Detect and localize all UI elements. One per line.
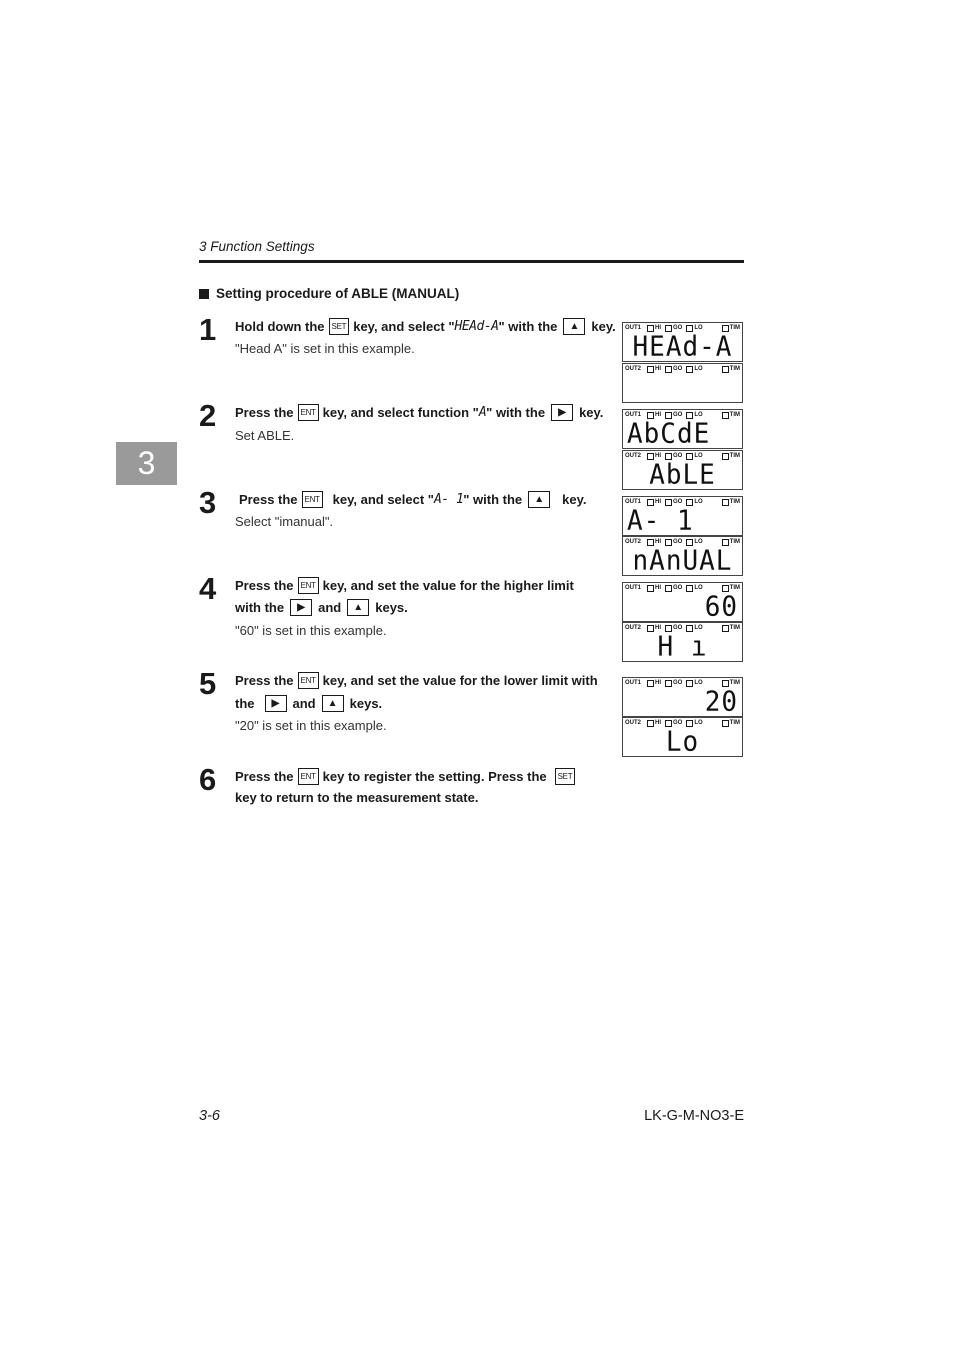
page-number: 3-6 (199, 1108, 220, 1124)
ent-key: ENT (298, 404, 319, 421)
step-text: key to return to the measurement state. (235, 790, 479, 805)
step-2-line-1 (235, 404, 603, 421)
lcd-out-label: OUT2 (625, 539, 642, 545)
indicator-icon (722, 625, 729, 632)
lcd-panel: OUT1 HI GO LO TIM AbCdE (622, 409, 743, 449)
lcd-value: nAnUAL (632, 544, 733, 577)
lcd-out-label: OUT2 (625, 720, 642, 726)
lcd-panel: OUT2 HI GO LO TIM H ı (622, 622, 743, 662)
right-arrow-key-icon: ▶ (265, 695, 287, 712)
step-text: key to register the setting. Press the (322, 769, 547, 784)
step-number: 2 (199, 398, 217, 433)
lcd-out-label: OUT2 (625, 625, 642, 631)
set-key: SET (329, 318, 350, 335)
indicator-icon (686, 585, 693, 592)
square-bullet-icon (199, 289, 209, 299)
step-text: Press the (239, 492, 298, 507)
lcd-panel: OUT1 HI GO LO TIM 20 (622, 677, 743, 717)
lcd-out-label: OUT2 (625, 366, 642, 372)
lcd-value: Lo (665, 725, 700, 758)
lcd-panel: OUT2 HI GO LO TIM (622, 363, 743, 403)
indicator-icon (647, 585, 654, 592)
ent-key: ENT (302, 491, 323, 508)
step-3-note: Select "imanual". (235, 514, 334, 529)
procedure-title (199, 286, 459, 301)
indicator-icon (647, 680, 654, 687)
step-text: key, and select function " (322, 405, 479, 420)
procedure-title-text: Setting procedure of ABLE (MANUAL) (216, 286, 460, 301)
segment-text: HEAd-A (454, 319, 499, 334)
lcd-panel: OUT2 HI GO LO TIM nAnUAL (622, 536, 743, 576)
step-text: Press the (235, 769, 294, 784)
step-number: 4 (199, 571, 217, 606)
step-number: 5 (199, 666, 217, 701)
ent-key: ENT (298, 768, 319, 785)
indicator-icon (686, 680, 693, 687)
step-text: " with the (463, 492, 523, 507)
step-text: key. (562, 492, 587, 507)
lcd-panel: OUT1 HI GO LO TIM 60 (622, 582, 743, 622)
step-6-line-1 (235, 768, 579, 785)
up-arrow-key-icon: ▲ (347, 599, 369, 616)
step-text: Press the (235, 578, 294, 593)
right-arrow-key-icon: ▶ (551, 404, 573, 421)
step-4-line-1 (235, 577, 574, 594)
step-text: Hold down the (235, 319, 325, 334)
step-text: " with the (498, 319, 558, 334)
lcd-value (627, 373, 738, 401)
ent-key: ENT (298, 672, 319, 689)
lcd-panel: OUT2 HI GO LO TIM AbLE (622, 450, 743, 490)
up-arrow-key-icon: ▲ (322, 695, 344, 712)
step-6-line-2 (235, 790, 478, 805)
lcd-out-label: OUT1 (625, 412, 642, 418)
step-text: key, and set the value for the lower limit with (322, 673, 598, 688)
indicator-icon (686, 366, 693, 373)
lcd-panel: OUT2 HI GO LO TIM Lo (622, 717, 743, 757)
lcd-panel: OUT1 HI GO LO TIM HEAd-A (622, 322, 743, 362)
step-number: 3 (199, 485, 217, 520)
indicator-icon (647, 625, 654, 632)
step-text: and (292, 696, 316, 711)
indicator-icon (722, 499, 729, 506)
step-text: key. (591, 319, 616, 334)
header-rule (199, 260, 744, 263)
indicator-icon (647, 366, 654, 373)
lcd-out-label: OUT1 (625, 585, 642, 591)
step-text: keys. (375, 600, 408, 615)
section-header: 3 Function Settings (199, 239, 315, 254)
lcd-value: H ı (657, 630, 708, 663)
step-text: the (235, 696, 255, 711)
lcd-value: AbCdE (627, 417, 711, 450)
document-id: LK-G-M-NO3-E (644, 1108, 744, 1124)
lcd-out-label: OUT2 (625, 453, 642, 459)
lcd-value: 60 (704, 590, 738, 623)
lcd-out-label: OUT1 (625, 499, 642, 505)
up-arrow-key-icon: ▲ (528, 491, 550, 508)
step-5-line-2 (235, 695, 382, 712)
segment-text: A- 1 (433, 492, 464, 507)
step-number: 1 (199, 312, 217, 347)
step-text: with the (235, 600, 285, 615)
up-arrow-key-icon: ▲ (563, 318, 585, 335)
indicator-icon (722, 366, 729, 373)
indicator-icon (722, 720, 729, 727)
step-text: " with the (486, 405, 546, 420)
indicator-icon (722, 453, 729, 460)
step-text: keys. (349, 696, 383, 711)
lcd-out-label: OUT1 (625, 680, 642, 686)
right-arrow-key-icon: ▶ (290, 599, 312, 616)
step-text: Press the (235, 673, 294, 688)
chapter-tab: 3 (116, 442, 177, 485)
indicator-icon (665, 680, 672, 687)
indicator-icon (722, 412, 729, 419)
lcd-value: 20 (704, 685, 738, 718)
lcd-out-label: OUT1 (625, 325, 642, 331)
lcd-value: A- 1 (627, 504, 694, 537)
step-3-line-1 (239, 491, 587, 508)
step-text: key. (579, 405, 604, 420)
step-text: key, and set the value for the higher limit (322, 578, 574, 593)
step-4-line-2 (235, 599, 408, 616)
step-number: 6 (199, 762, 217, 797)
step-1-line-1 (235, 318, 616, 335)
step-text: and (318, 600, 342, 615)
lcd-value: HEAd-A (632, 330, 733, 363)
step-text: Press the (235, 405, 294, 420)
step-4-note: "60" is set in this example. (235, 623, 387, 638)
segment-text: A (478, 405, 487, 420)
step-1-note: "Head A" is set in this example. (235, 341, 415, 356)
lcd-value: AbLE (649, 458, 716, 491)
indicator-icon (647, 720, 654, 727)
step-text: key, and select " (332, 492, 434, 507)
indicator-icon (665, 585, 672, 592)
set-key: SET (555, 768, 576, 785)
step-2-note: Set ABLE. (235, 428, 295, 443)
indicator-icon (665, 366, 672, 373)
lcd-panel: OUT1 HI GO LO TIM A- 1 (622, 496, 743, 536)
step-5-note: "20" is set in this example. (235, 718, 387, 733)
ent-key: ENT (298, 577, 319, 594)
step-5-line-1 (235, 672, 598, 689)
step-text: key, and select " (353, 319, 455, 334)
